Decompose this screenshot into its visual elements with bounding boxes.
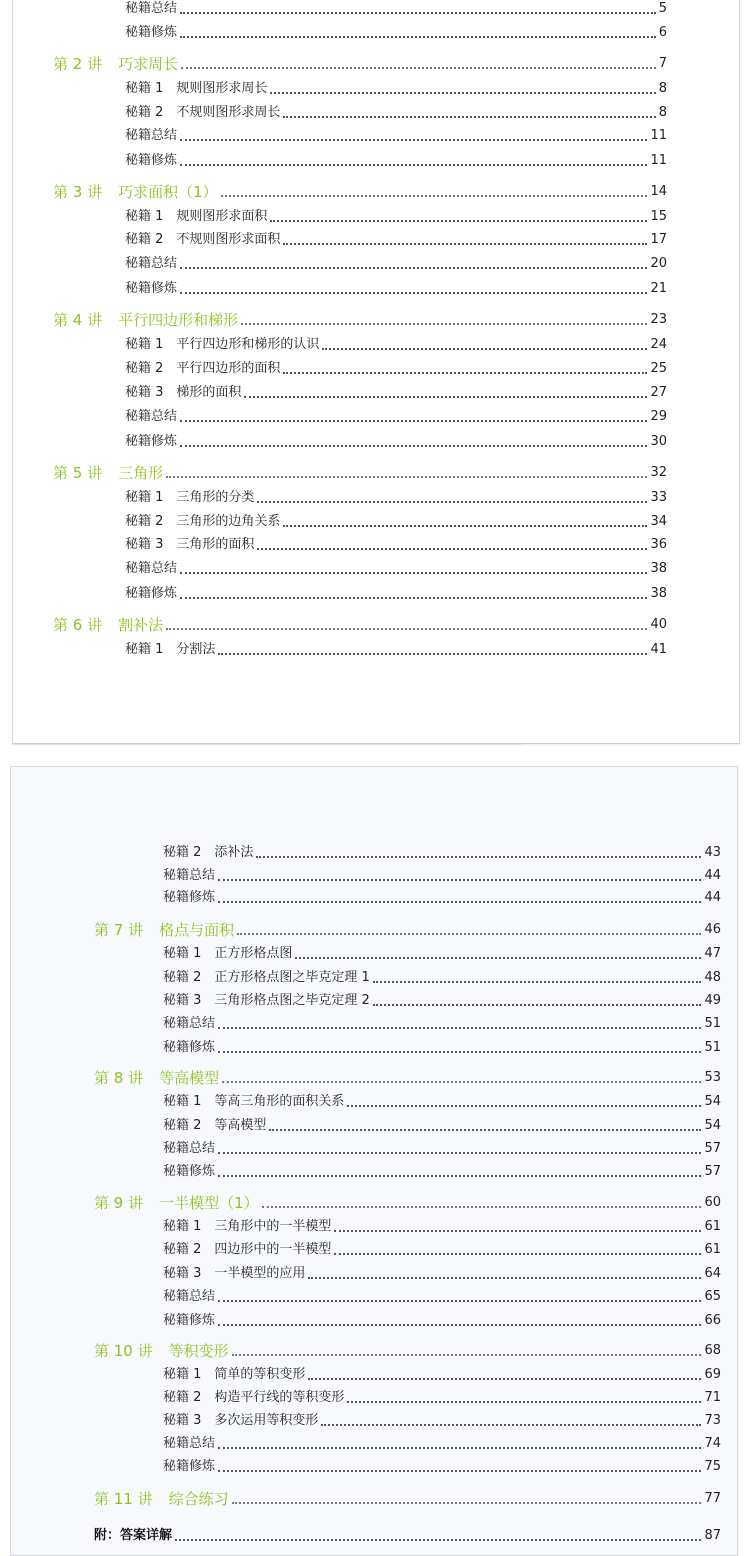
entry-title: 秘籍总结 — [163, 1141, 216, 1156]
entry-title: 秘籍总结 — [125, 128, 178, 143]
entry-title: 秘籍 2 三角形的边角关系 — [125, 514, 281, 529]
toc-entry-section — [163, 1389, 721, 1407]
entry-title: 秘籍 1 规则图形求面积 — [125, 209, 268, 224]
page-number: 75 — [704, 1459, 721, 1474]
toc-entry-section — [163, 867, 721, 885]
toc-entry-section — [125, 408, 667, 426]
entry-title: 秘籍 1 三角形的分类 — [125, 490, 255, 505]
toc-entry-chapter — [53, 55, 667, 73]
entry-title: 秘籍修炼 — [163, 890, 216, 905]
entry-title: 秘籍总结 — [163, 868, 216, 883]
toc-entry-section — [125, 231, 667, 249]
page-number: 15 — [650, 209, 667, 224]
dot-leader — [180, 139, 647, 141]
entry-title: 综合练习 — [168, 1490, 229, 1508]
dot-leader — [181, 67, 656, 69]
page-number: 44 — [704, 890, 721, 905]
page-number: 54 — [704, 1118, 721, 1133]
page-number: 47 — [704, 946, 721, 961]
toc-entry-chapter — [53, 616, 667, 634]
dot-leader — [244, 396, 647, 398]
page-number: 60 — [704, 1195, 721, 1210]
toc-entry-section — [125, 24, 667, 42]
page-number: 41 — [650, 642, 667, 657]
page-number: 38 — [650, 561, 667, 576]
toc-entry-section — [163, 1366, 721, 1384]
toc-entry-section — [163, 1015, 721, 1033]
dot-leader — [322, 348, 647, 350]
entry-title: 等积变形 — [168, 1342, 229, 1360]
dot-leader — [321, 1424, 701, 1426]
dot-leader — [283, 243, 647, 245]
entry-title: 秘籍 2 不规则图形求面积 — [125, 232, 281, 247]
dot-leader — [256, 856, 701, 858]
toc-entry-section — [125, 80, 667, 98]
dot-leader — [218, 1470, 701, 1472]
toc-entry-section — [125, 641, 667, 659]
toc-entry-chapter — [53, 464, 667, 482]
entry-title: 秘籍修炼 — [125, 25, 178, 40]
toc-entry-section — [125, 152, 667, 170]
entry-title: 秘籍 2 不规则图形求周长 — [125, 105, 281, 120]
dot-leader — [308, 1277, 701, 1279]
toc-entry-chapter — [94, 1194, 721, 1212]
toc-entry-chapter — [94, 1342, 721, 1360]
chapter-number: 第 8 讲 — [94, 1069, 144, 1087]
page-number: 36 — [650, 537, 667, 552]
dot-leader — [270, 220, 647, 222]
toc-entry-section — [163, 1412, 721, 1430]
chapter-number: 第 7 讲 — [94, 921, 144, 939]
dot-leader — [257, 548, 647, 550]
page-number: 25 — [650, 361, 667, 376]
entry-title: 巧求面积（1） — [118, 183, 218, 201]
page-number: 68 — [704, 1343, 721, 1358]
page-number: 49 — [704, 993, 721, 1008]
dot-leader — [373, 981, 702, 983]
page-number: 38 — [650, 586, 667, 601]
dot-leader — [308, 1378, 701, 1380]
entry-title: 秘籍总结 — [163, 1016, 216, 1031]
page-number: 27 — [650, 385, 667, 400]
toc-entry-chapter — [53, 311, 667, 329]
entry-title: 秘籍 2 四边形中的一半模型 — [163, 1242, 332, 1257]
dot-leader — [373, 1004, 702, 1006]
toc-entry-section — [125, 208, 667, 226]
dot-leader — [218, 1152, 701, 1154]
entry-title: 秘籍修炼 — [125, 281, 178, 296]
page-number: 30 — [650, 434, 667, 449]
entry-title: 巧求周长 — [118, 55, 179, 73]
toc-entry-section — [163, 1458, 721, 1476]
dot-leader — [218, 1447, 701, 1449]
toc-entry-section — [163, 1093, 721, 1111]
page-number: 14 — [650, 184, 667, 199]
page-number: 32 — [650, 465, 667, 480]
entry-title: 秘籍 1 三角形中的一半模型 — [163, 1219, 332, 1234]
entry-title: 割补法 — [118, 616, 164, 634]
entry-title: 秘籍总结 — [125, 409, 178, 424]
toc-entry-section — [163, 1140, 721, 1158]
page-number: 51 — [704, 1016, 721, 1031]
page-number: 77 — [704, 1491, 721, 1506]
chapter-number: 第 3 讲 — [53, 183, 103, 201]
entry-title: 秘籍 3 多次运用等积变形 — [163, 1413, 319, 1428]
entry-title: 秘籍修炼 — [163, 1313, 216, 1328]
dot-leader — [334, 1230, 701, 1232]
page-number: 46 — [704, 922, 721, 937]
toc-entry-chapter — [53, 183, 667, 201]
entry-title: 秘籍 2 正方形格点图之毕克定理 1 — [163, 970, 370, 985]
toc-page-2 — [10, 766, 738, 1556]
dot-leader — [218, 1175, 701, 1177]
entry-title: 秘籍总结 — [125, 1, 178, 16]
toc-entry-chapter — [94, 921, 721, 939]
dot-leader — [218, 901, 701, 903]
entry-title: 秘籍修炼 — [125, 586, 178, 601]
chapter-number: 第 9 讲 — [94, 1194, 144, 1212]
page-number: 66 — [704, 1313, 721, 1328]
page-number: 53 — [704, 1070, 721, 1085]
page-number: 65 — [704, 1289, 721, 1304]
dot-leader — [262, 1206, 702, 1208]
dot-leader — [241, 323, 647, 325]
dot-leader — [283, 525, 647, 527]
dot-leader — [347, 1401, 701, 1403]
toc-entry-section — [163, 1241, 721, 1259]
entry-title: 秘籍 1 分割法 — [125, 642, 216, 657]
toc-entry-chapter — [94, 1490, 721, 1508]
entry-title: 等高模型 — [159, 1069, 220, 1087]
page-number: 8 — [658, 105, 667, 120]
dot-leader — [269, 1129, 701, 1131]
entry-title: 秘籍 1 平行四边形和梯形的认识 — [125, 337, 320, 352]
toc-entry-section — [163, 1039, 721, 1057]
page-number: 61 — [704, 1219, 721, 1234]
page-number: 73 — [704, 1413, 721, 1428]
dot-leader — [270, 92, 655, 94]
dot-leader — [283, 372, 647, 374]
toc-entry-section — [125, 360, 667, 378]
toc-entry-section — [125, 384, 667, 402]
dot-leader — [166, 628, 647, 630]
toc-entry-section — [163, 1312, 721, 1330]
dot-leader — [232, 1354, 702, 1356]
dot-leader — [166, 476, 647, 478]
toc-entry-section — [125, 0, 667, 18]
toc-entry-section — [125, 336, 667, 354]
dot-leader — [180, 164, 647, 166]
toc-entry-section — [125, 433, 667, 451]
entry-title: 秘籍总结 — [163, 1436, 216, 1451]
entry-title: 秘籍修炼 — [125, 153, 178, 168]
page-number: 64 — [704, 1266, 721, 1281]
dot-leader — [180, 572, 647, 574]
toc-entry-section — [125, 489, 667, 507]
toc-entry-section — [125, 280, 667, 298]
toc-entry-section — [163, 945, 721, 963]
entry-title: 秘籍 2 添补法 — [163, 845, 254, 860]
chapter-number: 第 10 讲 — [94, 1342, 153, 1360]
page-number: 5 — [658, 1, 667, 16]
page-number: 51 — [704, 1040, 721, 1055]
chapter-number: 第 11 讲 — [94, 1490, 153, 1508]
entry-title: 秘籍总结 — [125, 256, 178, 271]
dot-leader — [180, 445, 647, 447]
toc-entry-section — [125, 585, 667, 603]
toc-entry-section — [163, 1435, 721, 1453]
page-number: 54 — [704, 1094, 721, 1109]
entry-title: 秘籍 1 简单的等积变形 — [163, 1367, 306, 1382]
toc-entry-section — [125, 104, 667, 122]
toc-entry-section — [125, 513, 667, 531]
dot-leader — [218, 1324, 701, 1326]
dot-leader — [295, 957, 701, 959]
dot-leader — [257, 501, 647, 503]
dot-leader — [222, 1081, 701, 1083]
dot-leader — [218, 1051, 701, 1053]
entry-title: 秘籍 3 梯形的面积 — [125, 385, 242, 400]
entry-title: 秘籍 3 三角形格点图之毕克定理 2 — [163, 993, 370, 1008]
toc-entry-section — [163, 992, 721, 1010]
dot-leader — [218, 879, 701, 881]
dot-leader — [175, 1539, 701, 1541]
page-number: 11 — [650, 128, 667, 143]
dot-leader — [221, 195, 648, 197]
toc-entry-section — [163, 1163, 721, 1181]
entry-title: 秘籍总结 — [125, 561, 178, 576]
chapter-number: 第 6 讲 — [53, 616, 103, 634]
toc-entry-section — [163, 969, 721, 987]
entry-title: 秘籍 1 正方形格点图 — [163, 946, 293, 961]
entry-title: 格点与面积 — [159, 921, 235, 939]
page-number: 29 — [650, 409, 667, 424]
entry-title: 附：答案详解 — [94, 1528, 173, 1543]
entry-title: 秘籍 3 三角形的面积 — [125, 537, 255, 552]
page-number: 87 — [704, 1528, 721, 1543]
page-number: 57 — [704, 1164, 721, 1179]
page-number: 24 — [650, 337, 667, 352]
toc-entry-section — [125, 560, 667, 578]
page-number: 43 — [704, 845, 721, 860]
entry-title: 秘籍修炼 — [163, 1164, 216, 1179]
entry-title: 秘籍 1 规则图形求周长 — [125, 81, 268, 96]
dot-leader — [180, 597, 647, 599]
page-number: 44 — [704, 868, 721, 883]
page-number: 71 — [704, 1390, 721, 1405]
chapter-number: 第 4 讲 — [53, 311, 103, 329]
toc-entry-section — [163, 1265, 721, 1283]
dot-leader — [347, 1105, 701, 1107]
page-number: 17 — [650, 232, 667, 247]
page-number: 48 — [704, 970, 721, 985]
page-number: 40 — [650, 617, 667, 632]
dot-leader — [218, 1300, 701, 1302]
entry-title: 秘籍 2 等高模型 — [163, 1118, 267, 1133]
page-number: 20 — [650, 256, 667, 271]
page-divider — [12, 744, 522, 745]
page-number: 57 — [704, 1141, 721, 1156]
entry-title: 秘籍 2 平行四边形的面积 — [125, 361, 281, 376]
page-number: 33 — [650, 490, 667, 505]
entry-title: 秘籍 2 构造平行线的等积变形 — [163, 1390, 345, 1405]
page-number: 11 — [650, 153, 667, 168]
chapter-number: 第 2 讲 — [53, 55, 103, 73]
toc-entry-section — [125, 536, 667, 554]
page-number: 7 — [658, 56, 667, 71]
entry-title: 秘籍 1 等高三角形的面积关系 — [163, 1094, 345, 1109]
page-number: 23 — [650, 312, 667, 327]
entry-title: 秘籍 3 一半模型的应用 — [163, 1266, 306, 1281]
toc-entry-section — [163, 844, 721, 862]
toc-entry-section — [125, 255, 667, 273]
entry-title: 秘籍修炼 — [163, 1459, 216, 1474]
dot-leader — [283, 116, 655, 118]
toc-entry-section — [163, 889, 721, 907]
dot-leader — [334, 1253, 701, 1255]
page-number: 34 — [650, 514, 667, 529]
page-number: 61 — [704, 1242, 721, 1257]
entry-title: 秘籍修炼 — [163, 1040, 216, 1055]
dot-leader — [218, 653, 647, 655]
page-number: 74 — [704, 1436, 721, 1451]
page-number: 69 — [704, 1367, 721, 1382]
chapter-number: 第 5 讲 — [53, 464, 103, 482]
toc-entry-chapter — [94, 1069, 721, 1087]
toc-entry-section — [125, 127, 667, 145]
dot-leader — [237, 933, 701, 935]
toc-entry-section — [163, 1117, 721, 1135]
page-number: 6 — [658, 25, 667, 40]
page-number: 8 — [658, 81, 667, 96]
entry-title: 三角形 — [118, 464, 164, 482]
entry-title: 平行四边形和梯形 — [118, 311, 239, 329]
dot-leader — [180, 267, 647, 269]
entry-title: 秘籍修炼 — [125, 434, 178, 449]
toc-entry-section — [163, 1218, 721, 1236]
dot-leader — [180, 12, 656, 14]
dot-leader — [218, 1027, 701, 1029]
toc-entry-section — [163, 1288, 721, 1306]
dot-leader — [232, 1502, 702, 1504]
entry-title: 秘籍总结 — [163, 1289, 216, 1304]
dot-leader — [180, 36, 656, 38]
toc-page-1 — [12, 0, 740, 744]
toc-entry-appendix — [94, 1527, 721, 1545]
dot-leader — [180, 420, 647, 422]
page-number: 21 — [650, 281, 667, 296]
entry-title: 一半模型（1） — [159, 1194, 259, 1212]
dot-leader — [180, 292, 647, 294]
